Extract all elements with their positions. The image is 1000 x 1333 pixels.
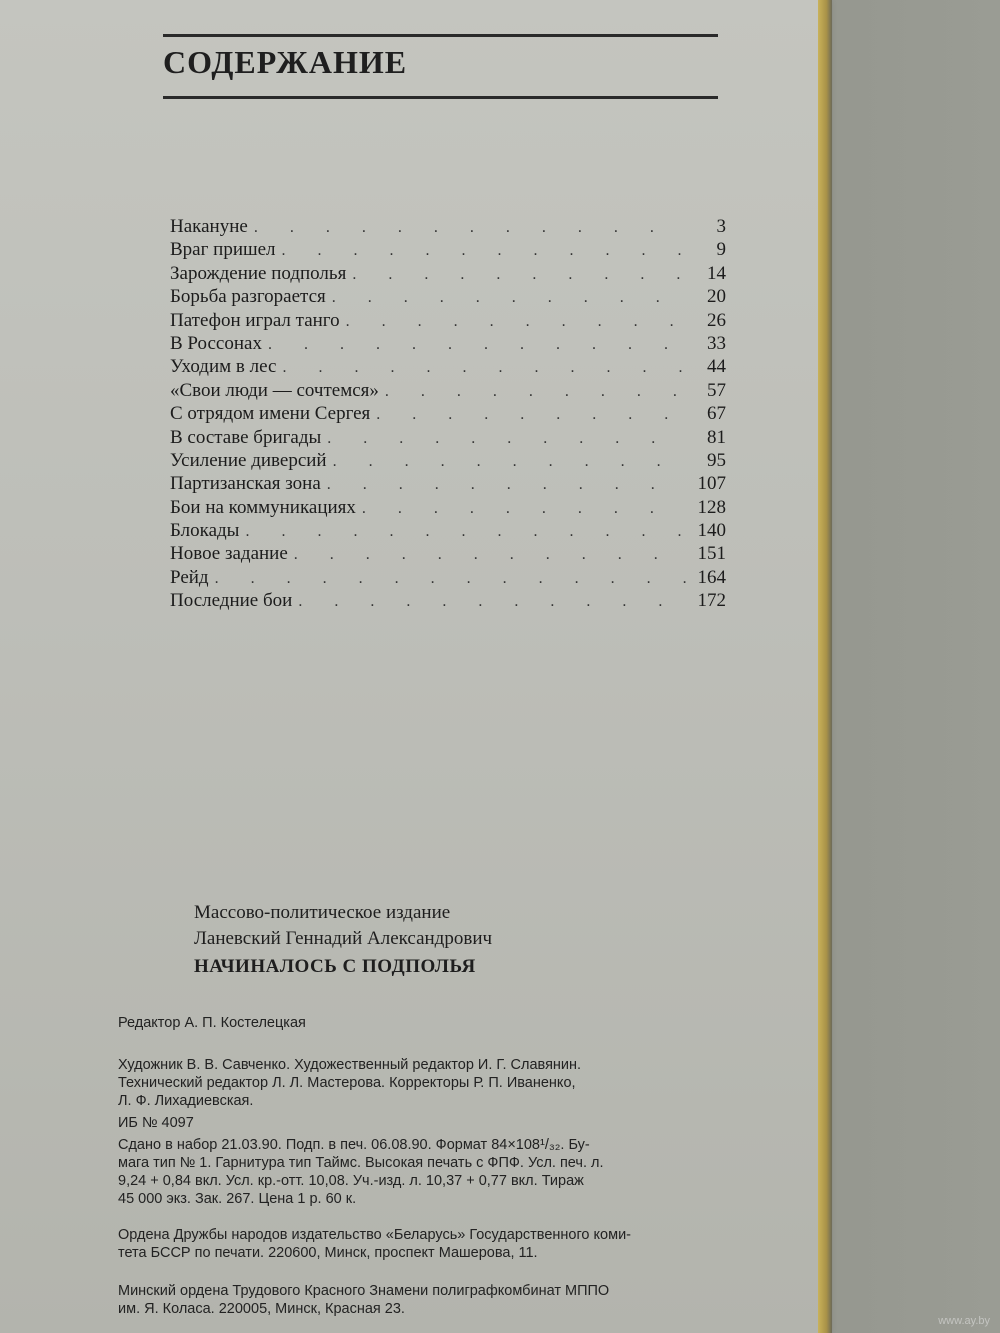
credits-line: Художник В. В. Савченко. Художественный редактор И. Г. Славянин. — [118, 1057, 582, 1073]
toc-entry-page: 95 — [707, 449, 726, 471]
toc-entry-page: 26 — [707, 309, 726, 331]
toc-leader-dots — [245, 523, 686, 541]
toc-entry-label: Блокады — [170, 520, 240, 542]
toc-entry — [170, 333, 726, 356]
toc-entry-label: Патефон играл танго — [170, 309, 340, 331]
toc-entry-page: 57 — [707, 379, 726, 401]
toc-entry-page: 14 — [707, 262, 726, 284]
toc-entry-label: Враг пришел — [170, 239, 276, 261]
printer-line: Минский ордена Трудового Красного Знамени полиграфкомбинат МППО — [118, 1283, 610, 1299]
toc-leader-dots — [327, 430, 686, 448]
toc-entry-page: 128 — [697, 496, 726, 518]
toc-entry — [170, 286, 726, 309]
toc-entry-label: Уходим в лес — [170, 356, 277, 378]
print-line: Сдано в набор 21.03.90. Подп. в печ. 06.08.90. Формат 84×108¹/₃₂. Бу- — [118, 1137, 590, 1153]
toc-entry-label: С отрядом имени Сергея — [170, 403, 371, 425]
toc-entry-label: Последние бои — [170, 590, 293, 612]
toc-entry-page: 20 — [707, 286, 726, 308]
ib-number — [118, 1114, 758, 1132]
toc-leader-dots — [332, 289, 686, 307]
editor-credit — [118, 1014, 758, 1032]
toc-leader-dots — [294, 546, 686, 564]
toc-leader-dots — [282, 242, 686, 260]
toc-entry-page: 140 — [697, 520, 726, 542]
toc-entry-page: 44 — [707, 356, 726, 378]
page-edge — [818, 0, 832, 1333]
toc-entry-label: Усиление диверсий — [170, 449, 327, 471]
print-line: 9,24 + 0,84 вкл. Усл. кр.-отт. 10,08. Уч.-изд. л. 10,37 + 0,77 вкл. Тираж — [118, 1173, 584, 1189]
artists-credits — [118, 1056, 758, 1110]
editor-line: Редактор А. П. Костелецкая — [118, 1015, 306, 1031]
toc-entry — [170, 520, 726, 543]
toc-entry-label: В Россонах — [170, 332, 262, 354]
printer-info — [118, 1282, 758, 1318]
toc-leader-dots — [298, 593, 686, 611]
print-line: мага тип № 1. Гарнитура тип Таймс. Высокая печать с ФПФ. Усл. печ. л. — [118, 1155, 604, 1171]
toc-entry — [170, 543, 726, 566]
toc-entry — [170, 473, 726, 496]
toc-entry-page: 67 — [707, 403, 726, 425]
credits-line: Технический редактор Л. Л. Мастерова. Корректоры Р. П. Иваненко, — [118, 1075, 576, 1091]
table-of-contents — [170, 216, 726, 614]
toc-entry-label: Новое задание — [170, 543, 288, 565]
toc-entry-label: Рейд — [170, 566, 209, 588]
toc-entry-page: 81 — [707, 426, 726, 448]
page-title: СОДЕРЖАНИЕ — [163, 44, 408, 80]
toc-entry-label: В составе бригады — [170, 426, 322, 448]
toc-entry-label: Борьба разгорается — [170, 286, 326, 308]
toc-entry-label: Партизанская зона — [170, 473, 321, 495]
toc-entry-page: 164 — [697, 566, 726, 588]
ib-line: ИБ № 4097 — [118, 1115, 194, 1131]
toc-leader-dots — [376, 406, 686, 424]
toc-entry — [170, 239, 726, 262]
toc-entry — [170, 403, 726, 426]
credits-line: Л. Ф. Лихадиевская. — [118, 1093, 254, 1109]
toc-entry — [170, 263, 726, 286]
publisher-info — [118, 1226, 758, 1262]
toc-entry-page: 9 — [716, 239, 726, 261]
toc-leader-dots — [362, 500, 686, 518]
toc-entry — [170, 427, 726, 450]
toc-entry-label: «Свои люди — сочтемся» — [170, 379, 379, 401]
printer-line: им. Я. Коласа. 220005, Минск, Красная 23. — [118, 1301, 405, 1317]
toc-leader-dots — [327, 476, 686, 494]
toc-leader-dots — [254, 219, 686, 237]
toc-entry — [170, 380, 726, 403]
toc-entry-page: 33 — [707, 332, 726, 354]
toc-entry — [170, 450, 726, 473]
watermark: www.ay.by — [938, 1315, 990, 1327]
title-rule-top — [163, 34, 718, 37]
toc-leader-dots — [346, 313, 686, 331]
book-title: НАЧИНАЛОСЬ С ПОДПОЛЬЯ — [194, 956, 476, 977]
toc-entry — [170, 567, 726, 590]
toc-leader-dots — [215, 570, 686, 588]
toc-entry — [170, 590, 726, 613]
toc-leader-dots — [333, 453, 686, 471]
toc-leader-dots — [282, 359, 686, 377]
toc-entry-label: Накануне — [170, 216, 248, 237]
toc-leader-dots — [352, 266, 686, 284]
toc-entry — [170, 356, 726, 379]
toc-entry-page: 172 — [697, 590, 726, 612]
toc-entry-page: 151 — [697, 543, 726, 565]
toc-entry-page: 3 — [716, 216, 726, 237]
print-details — [118, 1136, 758, 1208]
toc-leader-dots — [385, 383, 686, 401]
toc-entry-label: Зарождение подполья — [170, 262, 347, 284]
toc-leader-dots — [268, 336, 686, 354]
toc-entry — [170, 216, 726, 239]
author-name: Ланевский Геннадий Александрович — [194, 928, 493, 949]
toc-entry — [170, 310, 726, 333]
toc-entry-page: 107 — [697, 473, 726, 495]
publisher-line: Ордена Дружбы народов издательство «Беларусь» Государственного коми- — [118, 1227, 631, 1243]
edition-type: Массово-политическое издание — [194, 902, 451, 923]
toc-entry — [170, 497, 726, 520]
title-rule-bottom — [163, 96, 718, 99]
print-line: 45 000 экз. Зак. 267. Цена 1 р. 60 к. — [118, 1191, 357, 1207]
publisher-line: тета БССР по печати. 220600, Минск, проспект Машерова, 11. — [118, 1245, 538, 1261]
toc-entry-label: Бои на коммуникациях — [170, 496, 356, 518]
